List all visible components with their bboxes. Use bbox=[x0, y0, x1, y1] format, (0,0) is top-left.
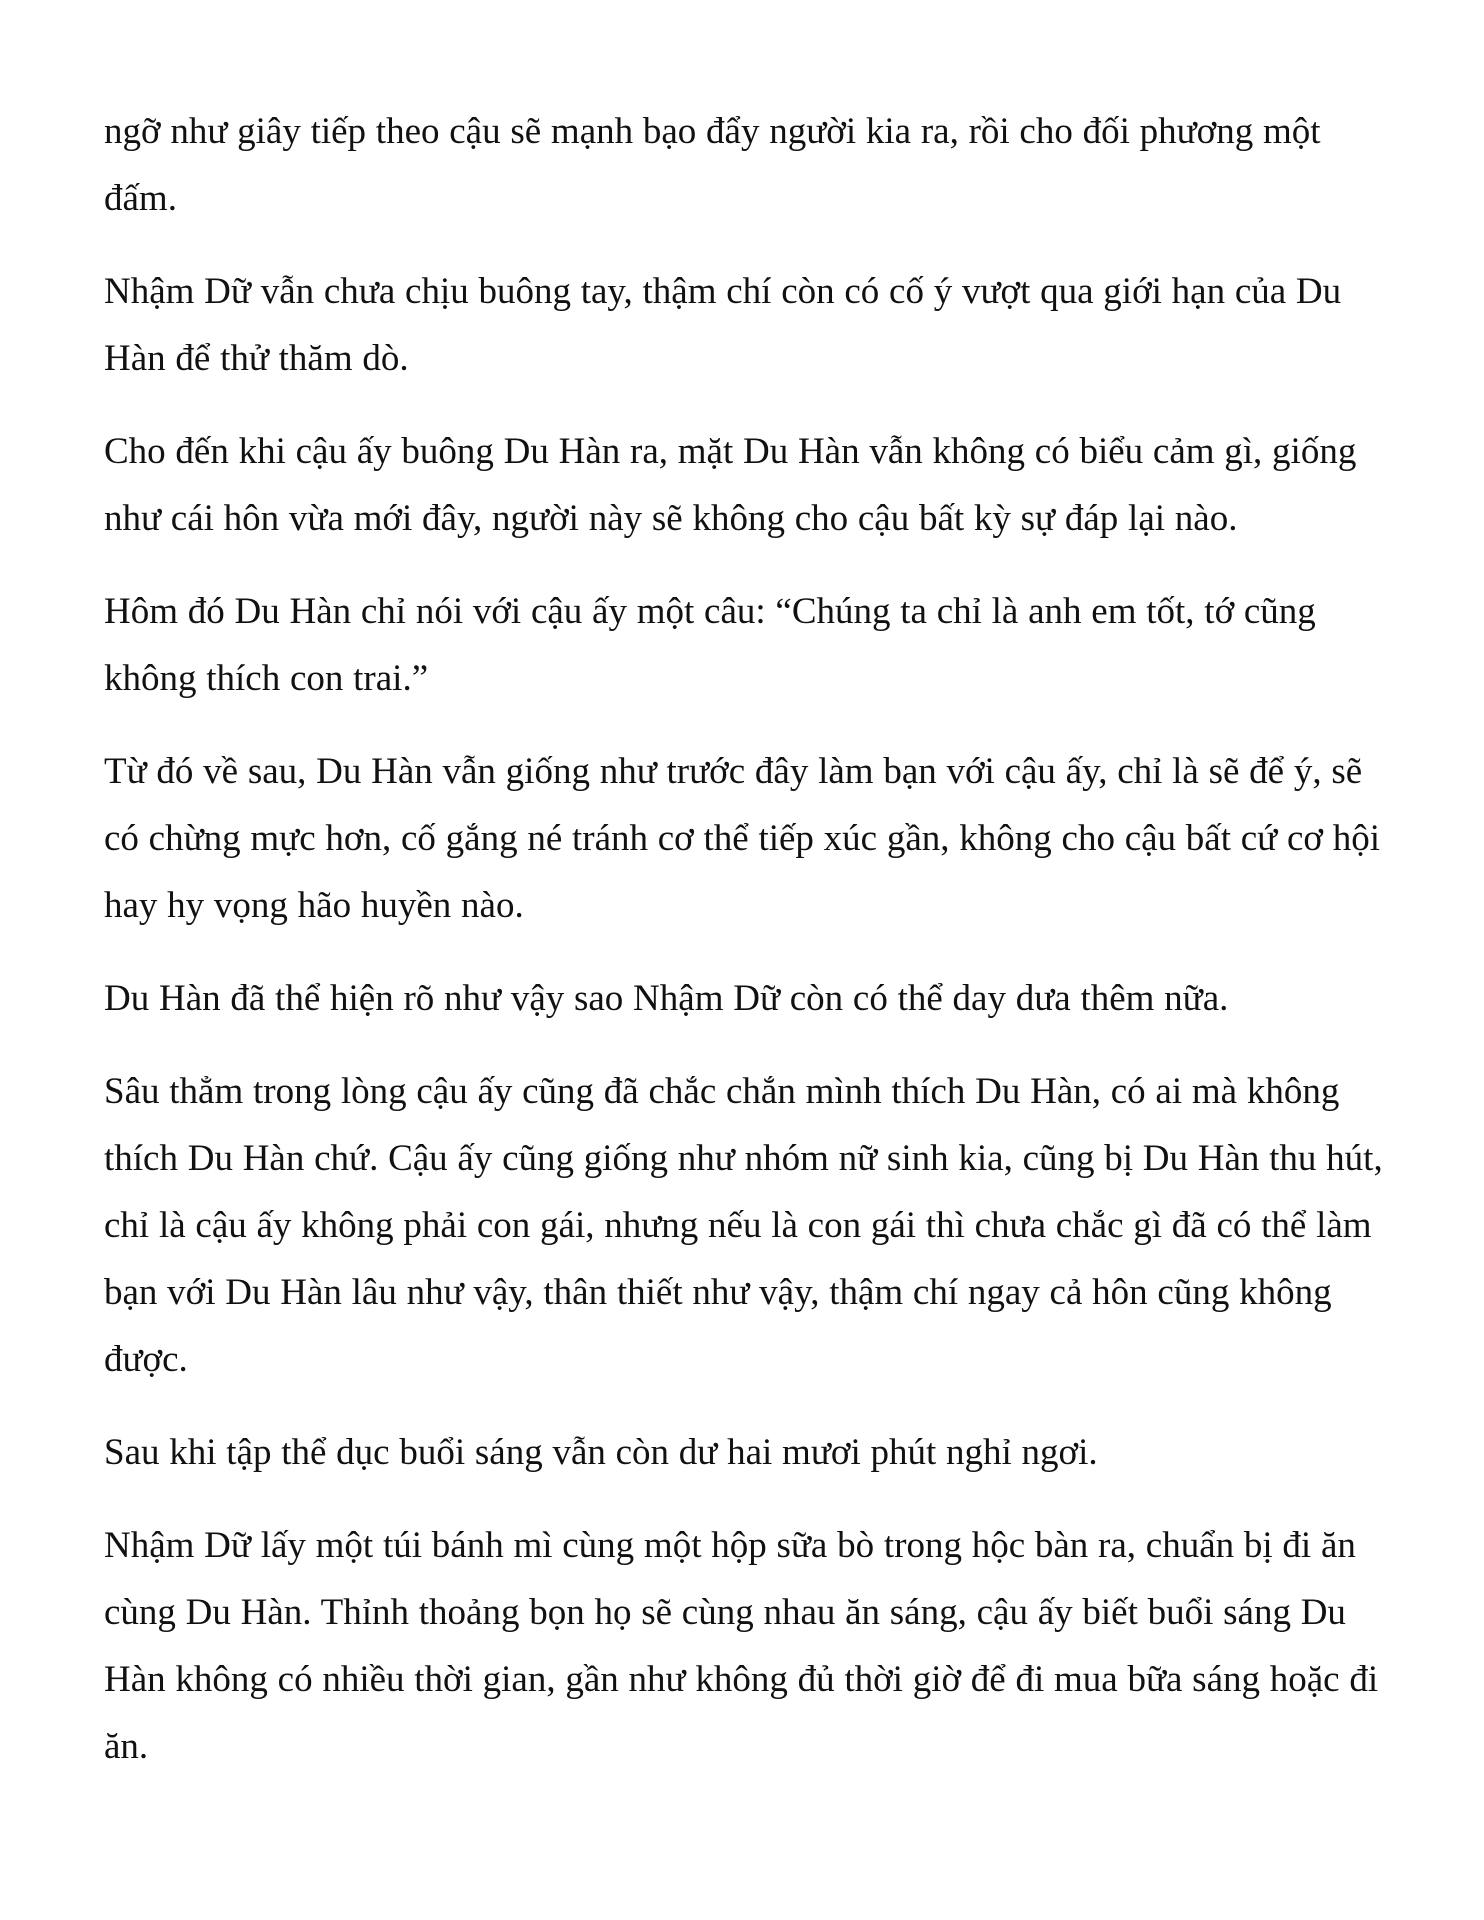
paragraph-5: Từ đó về sau, Du Hàn vẫn giống như trước đây làm bạn với cậu ấy, chỉ là sẽ để ý, sẽ có chừng mực hơn, cố gắng né tránh cơ thể tiếp xúc gần, không cho cậu bất cứ cơ hội hay hy vọng hão huyền nào. bbox=[104, 751, 1380, 926]
paragraph-8: Sau khi tập thể dục buổi sáng vẫn còn dư hai mươi phút nghỉ ngơi. bbox=[104, 1432, 1098, 1473]
paragraph-1: ngỡ như giây tiếp theo cậu sẽ mạnh bạo đẩy người kia ra, rồi cho đối phương một đấm. bbox=[104, 111, 1321, 219]
paragraph-6: Du Hàn đã thể hiện rõ như vậy sao Nhậm Dữ còn có thể day dưa thêm nữa. bbox=[104, 978, 1229, 1019]
paragraph-2: Nhậm Dữ vẫn chưa chịu buông tay, thậm chí còn có cố ý vượt qua giới hạn của Du Hàn để thử thăm dò. bbox=[104, 271, 1342, 379]
paragraph-9: Nhậm Dữ lấy một túi bánh mì cùng một hộp sữa bò trong hộc bàn ra, chuẩn bị đi ăn cùng Du Hàn. Thỉnh thoảng bọn họ sẽ cùng nhau ăn sáng, cậu ấy biết buổi sáng Du Hàn không có nhiều thời gian, gần như không đủ thời giờ để đi mua bữa sáng hoặc đi ăn. bbox=[104, 1525, 1379, 1767]
paragraph-4: Hôm đó Du Hàn chỉ nói với cậu ấy một câu: “Chúng ta chỉ là anh em tốt, tớ cũng không thích con trai.” bbox=[104, 591, 1316, 699]
paragraph-7: Sâu thẳm trong lòng cậu ấy cũng đã chắc chắn mình thích Du Hàn, có ai mà không thích Du Hàn chứ. Cậu ấy cũng giống như nhóm nữ sinh kia, cũng bị Du Hàn thu hút, chỉ là cậu ấy không phải con gái, nhưng nếu là con gái thì chưa chắc gì đã có thể làm bạn với Du Hàn lâu như vậy, thân thiết như vậy, thậm chí ngay cả hôn cũng không được. bbox=[104, 1071, 1383, 1380]
paragraph-3: Cho đến khi cậu ấy buông Du Hàn ra, mặt Du Hàn vẫn không có biểu cảm gì, giống như cái hôn vừa mới đây, người này sẽ không cho cậu bất kỳ sự đáp lại nào. bbox=[104, 431, 1357, 539]
